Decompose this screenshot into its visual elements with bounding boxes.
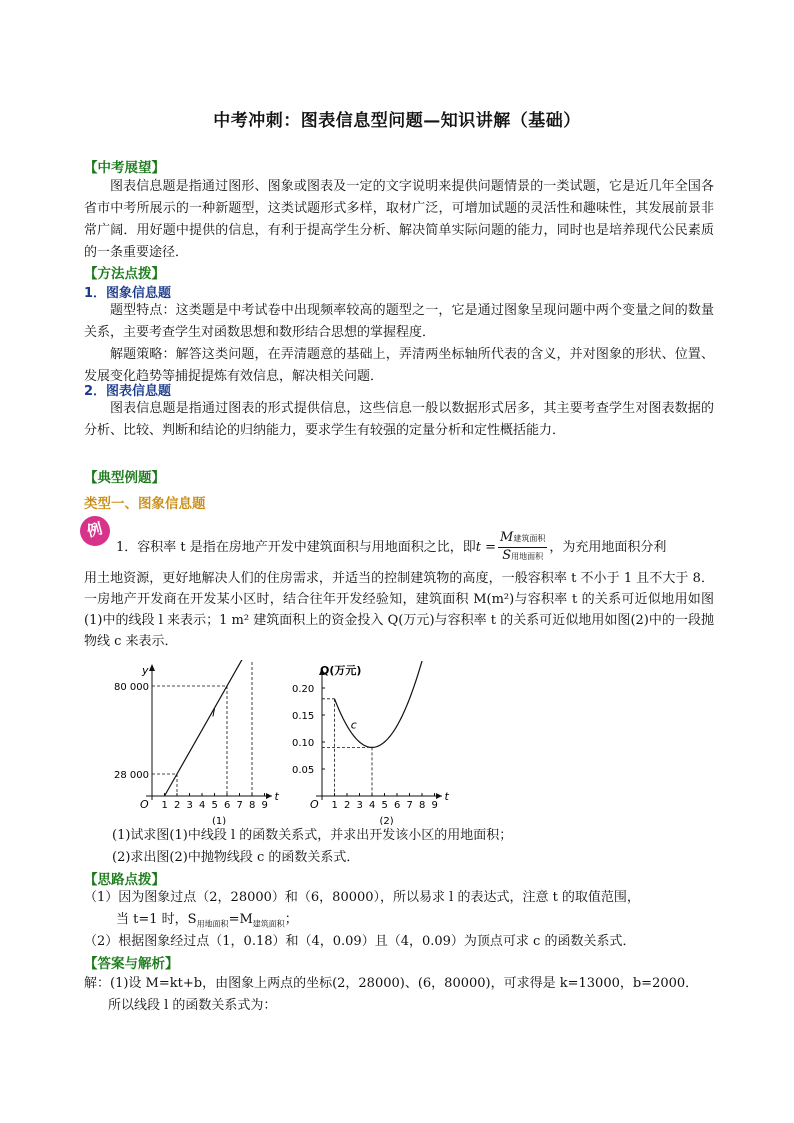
x-axis-label: t — [274, 790, 279, 803]
x-tick-label: 1 — [161, 800, 168, 811]
x-tick-label: 3 — [186, 800, 193, 811]
x-tick-label: 5 — [211, 800, 218, 811]
origin-label: O — [140, 798, 149, 811]
example-badge: 例 — [77, 513, 114, 550]
y-tick-label: 80 000 — [114, 682, 149, 693]
y-axis-arrow — [149, 664, 155, 671]
example-intro — [116, 530, 666, 565]
x-tick-label: 2 — [344, 800, 351, 811]
series-label-c: c — [350, 718, 357, 732]
x-tick-label: 6 — [394, 800, 401, 811]
x-tick-label: 1 — [331, 800, 338, 811]
x-tick-label: 8 — [419, 800, 426, 811]
method-1-paragraph-1: 题型特点：这类题是中考试卷中出现频率较高的题型之一，它是通过图象呈现问题中两个变量之间的数量关系，主要考查学生对函数思想和数形结合思想的掌握程度． — [84, 303, 714, 340]
hint-heading: 【思路点拨】 — [84, 872, 165, 888]
x-axis-arrow — [436, 793, 442, 799]
chart-caption: (1) — [212, 816, 227, 825]
y-tick-label: 0.10 — [292, 738, 315, 749]
answer-1: 解：(1)设 M=kt+b，由图象上两点的坐标(2，28000)、(6，80000)，可求得是 k=13000，b=2000． — [84, 976, 699, 991]
chart-1 — [112, 660, 282, 825]
answer-heading: 【答案与解析】 — [84, 956, 179, 972]
formula-lhs: t = — [475, 540, 497, 555]
chart-2 — [290, 660, 465, 825]
origin-label: O — [310, 798, 319, 811]
series-label-l: l — [212, 706, 216, 720]
outlook-heading: 【中考展望】 — [84, 160, 165, 176]
x-tick-label: 4 — [199, 800, 206, 811]
series-line-l — [165, 660, 253, 796]
chart-caption: (2) — [379, 816, 394, 825]
question-1: (1)试求图(1)中线段 l 的函数关系式，并求出开发该小区的用地面积； — [112, 828, 513, 843]
x-tick-label: 5 — [381, 800, 388, 811]
x-tick-label: 6 — [224, 800, 231, 811]
x-tick-label: 9 — [261, 800, 268, 811]
example-intro-prefix: 1．容积率 t 是指在房地产开发中建筑面积与用地面积之比，即 — [116, 540, 476, 555]
method-heading: 【方法点拨】 — [84, 266, 165, 282]
question-2: (2)求出图(2)中抛物线段 c 的函数关系式． — [112, 850, 360, 865]
y-tick-label: 0.05 — [292, 765, 315, 776]
x-tick-label: 7 — [406, 800, 413, 811]
type-1-heading: 类型一、图象信息题 — [84, 496, 206, 512]
x-tick-label: 2 — [174, 800, 181, 811]
example-intro-suffix: ，为充用地面积分利 — [549, 540, 667, 555]
x-axis-arrow — [266, 793, 272, 799]
method-1-paragraph-2: 解题策略：解答这类问题，在弄清题意的基础上，弄清两坐标轴所代表的含义，并对图象的形状、位置、发展变化趋势等捕捉提炼有效信息，解决相关问题． — [84, 347, 714, 384]
outlook-paragraph: 图表信息题是指通过图形、图象或图表及一定的文字说明来提供问题情景的一类试题，它是近几年全国各省市中考所展示的一种新题型，这类试题形式多样，取材广泛，可增加试题的灵活性和趣味性，其发展前景非常广阔．用好题中提供的信息，有利于提高学生分析、解决简单实际问题的能力，同时也是培养现代公民素质的一条重要途径． — [84, 179, 714, 260]
example-body: 用土地资源，更好地解决人们的住房需求，并适当的控制建筑物的高度，一般容积率 t 不小于 1 且不大于 8．一房地产开发商在开发某小区时，结合往年开发经验知，建筑面积 M(m²)与容积率 t 的关系可近似地用如图(1)中的线段 l 来表示；1 m² 建筑面积上的资金投入 Q(万元)与容积率 t 的关系可近似地用如图(2)中的一段抛物线 c 来表示． — [84, 571, 714, 649]
hint-3: （2）根据图象经过点（1，0.18）和（4，0.09）且（4，0.09）为顶点可求 c 的函数关系式． — [84, 934, 636, 949]
hint-2: 当 t=1 时，$S_{用地面积}=M_{建筑面积}$； — [116, 912, 298, 929]
y-tick-label: 0.15 — [292, 711, 315, 722]
y-axis-label: y — [142, 664, 149, 677]
method-1-heading: 1．图象信息题 — [84, 286, 172, 301]
y-tick-label: 0.20 — [292, 684, 315, 695]
hint-1: （1）因为图象过点（2，28000）和（6，80000），所以易求 l 的表达式，注意 t 的取值范围， — [84, 890, 640, 905]
x-tick-label: 7 — [236, 800, 243, 811]
y-axis-label: Q(万元) — [320, 664, 362, 677]
y-tick-label: 28 000 — [114, 770, 149, 781]
x-tick-label: 3 — [356, 800, 363, 811]
examples-heading: 【典型例题】 — [84, 470, 165, 486]
formula-denominator: S用地面积 — [502, 548, 544, 563]
method-2-heading: 2．图表信息题 — [84, 384, 172, 399]
x-tick-label: 4 — [369, 800, 376, 811]
answer-2: 所以线段 l 的函数关系式为： — [108, 998, 277, 1013]
x-axis-label: t — [444, 790, 449, 803]
page-title: 中考冲刺：图表信息型问题—知识讲解（基础） — [213, 111, 581, 131]
x-tick-label: 8 — [249, 800, 256, 811]
formula-numerator: M建筑面积 — [498, 530, 547, 548]
method-2-paragraph: 图表信息题是指通过图表的形式提供信息，这些信息一般以数据形式居多，其主要考查学生对图表数据的分析、比较、判断和结论的归纳能力，要求学生有较强的定量分析和定性概括能力． — [84, 401, 714, 438]
formula-fraction — [498, 530, 547, 565]
x-tick-label: 9 — [431, 800, 438, 811]
